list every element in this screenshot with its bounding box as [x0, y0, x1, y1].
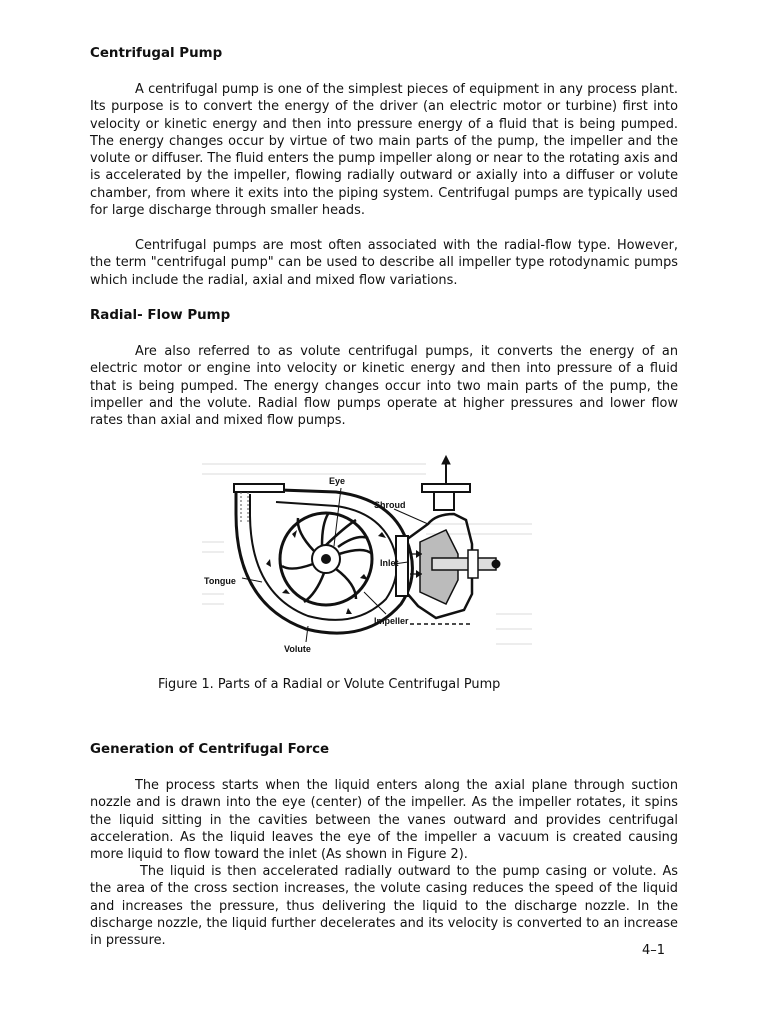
figure-caption: Figure 1. Parts of a Radial or Volute Centrifugal Pump	[158, 677, 501, 692]
side-view	[396, 456, 500, 624]
label-tongue: Tongue	[204, 576, 236, 586]
paragraph-centrifugal-types: Centrifugal pumps are most often associated with the radial-flow type. However, the term "centrifugal pump" can be used to describe all impeller type rotodynamic pumps which include the radial, axial and mixed flow variations.	[90, 238, 678, 288]
paragraph-centrifugal-intro: A centrifugal pump is one of the simplest pieces of equipment in any process plant. Its purpose is to convert the energy of the driver (an electric motor or turbine) first into velocity or kinetic energy and then into pressure energy of a fluid that is being pumped. The energy changes occur by virtue of two main parts of the pump, the impeller and the volute or diffuser. The fluid enters the pump impeller along or near to the rotating axis and is accelerated by the impeller, flowing radially outward or axially into a diffuser or volute chamber, from where it exits into the piping system. Centrifugal pumps are typically used for large discharge through smaller heads.	[90, 82, 678, 219]
paragraph-radial-flow: Are also referred to as volute centrifugal pumps, it converts the energy of an electric motor or engine into velocity or kinetic energy and then into pressure of a fluid that is being pumped. The energy changes occur into two main parts of the pump, the impeller and the volute. Radial flow pumps operate at higher pressures and lower flow rates than axial and mixed flow pumps.	[90, 344, 678, 429]
figure-pump-diagram	[196, 454, 534, 670]
heading-centrifugal-pump: Centrifugal Pump	[90, 46, 223, 61]
label-impeller: Impeller	[374, 616, 409, 626]
label-shroud: Shroud	[374, 500, 406, 510]
label-eye: Eye	[329, 476, 346, 486]
paragraph-liquid-accelerated: The liquid is then accelerated radially outward to the pump casing or volute. As the area of the cross section increases, the volute casing reduces the speed of the liquid and increases the pressure, thus delivering the liquid to the discharge nozzle. In the discharge nozzle, the liquid further decelerates and its velocity is converted to an increase in pressure.	[90, 864, 678, 949]
pump-diagram-svg	[196, 454, 534, 670]
label-volute: Volute	[284, 644, 311, 654]
page-number: 4–1	[642, 943, 666, 958]
label-inlet: Inlet	[380, 558, 399, 568]
heading-radial-flow-pump: Radial- Flow Pump	[90, 308, 231, 323]
impeller-view	[266, 513, 386, 614]
paragraph-process-start: The process starts when the liquid enters along the axial plane through suction nozzle and is drawn into the eye (center) of the impeller. As the impeller rotates, it spins the liquid sitting in the cavities between the vanes outward and provides centrifugal acceleration. As the liquid leaves the eye of the impeller a vacuum is created causing more liquid to flow toward the inlet (As shown in Figure 2).	[90, 778, 678, 863]
heading-generation-centrifugal-force: Generation of Centrifugal Force	[90, 742, 330, 757]
